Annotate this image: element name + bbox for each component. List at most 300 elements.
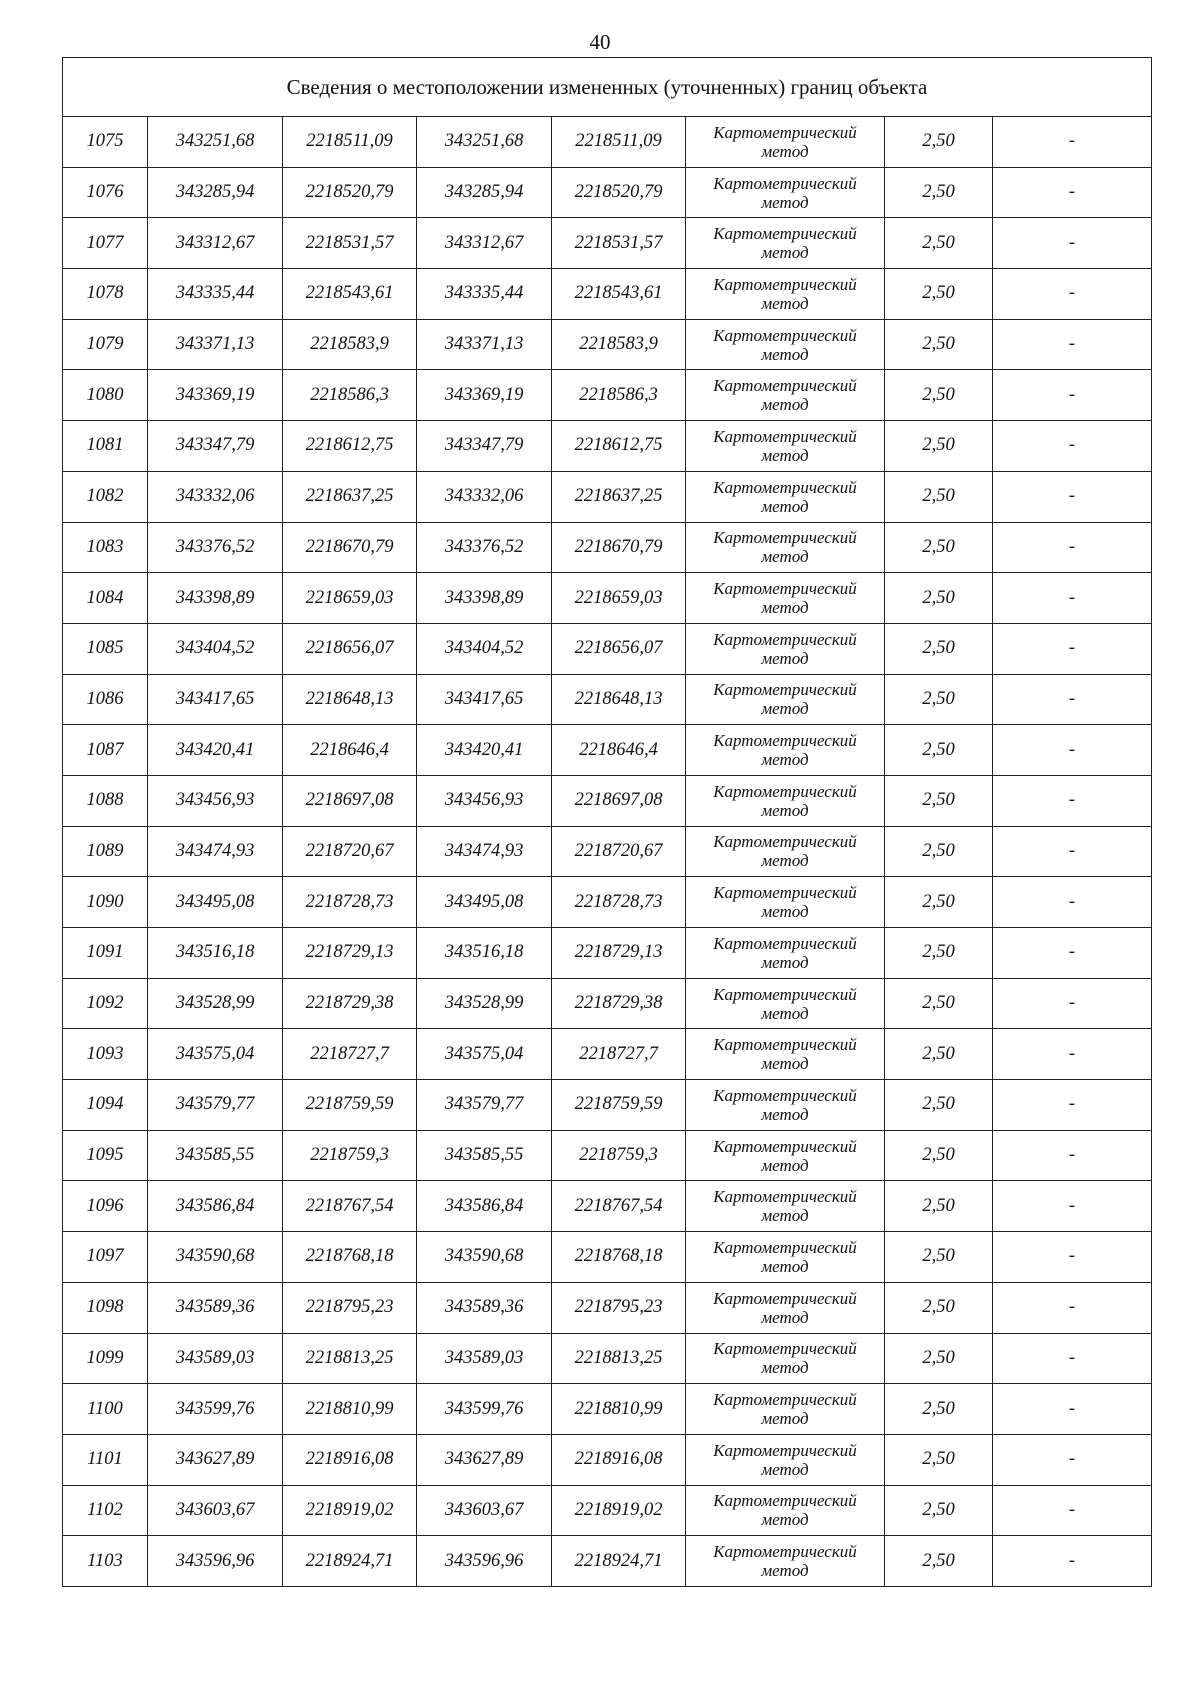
y-existing-cell: 2218720,67 [283,826,417,877]
note-cell: - [993,471,1152,522]
y-new-cell: 2218759,59 [552,1080,686,1131]
note-cell: - [993,1434,1152,1485]
note-cell: - [993,319,1152,370]
x-existing-cell: 343332,06 [148,471,283,522]
accuracy-cell: 2,50 [885,573,993,624]
accuracy-cell: 2,50 [885,167,993,218]
x-new-cell: 343586,84 [417,1181,552,1232]
method-line-1: Картометрический [713,1339,857,1359]
point-number-cell: 1101 [63,1434,148,1485]
x-new-cell: 343332,06 [417,471,552,522]
table-row [63,370,1152,421]
point-number-cell: 1086 [63,674,148,725]
y-new-cell: 2218795,23 [552,1282,686,1333]
y-new-cell: 2218729,38 [552,978,686,1029]
y-existing-cell: 2218659,03 [283,573,417,624]
method-line-2: метод [761,1256,809,1276]
x-existing-cell: 343474,93 [148,826,283,877]
y-existing-cell: 2218759,3 [283,1130,417,1181]
method-cell [686,1080,885,1131]
method-cell [686,1181,885,1232]
y-existing-cell: 2218924,71 [283,1536,417,1587]
y-existing-cell: 2218648,13 [283,674,417,725]
method-line-1: Картометрический [713,122,857,142]
method-cell [686,218,885,269]
accuracy-cell: 2,50 [885,1181,993,1232]
method-cell [686,826,885,877]
method-cell [686,725,885,776]
method-cell [686,1232,885,1283]
point-number-cell: 1079 [63,319,148,370]
y-new-cell: 2218659,03 [552,573,686,624]
method-line-2: метод [761,496,809,516]
y-new-cell: 2218729,13 [552,928,686,979]
table-row [63,1029,1152,1080]
method-cell [686,573,885,624]
y-new-cell: 2218767,54 [552,1181,686,1232]
method-line-2: метод [761,1054,809,1074]
method-cell [686,421,885,472]
y-new-cell: 2218612,75 [552,421,686,472]
point-number-cell: 1083 [63,522,148,573]
x-new-cell: 343335,44 [417,269,552,320]
point-number-cell: 1085 [63,623,148,674]
y-existing-cell: 2218813,25 [283,1333,417,1384]
y-new-cell: 2218520,79 [552,167,686,218]
table-caption: Сведения о местоположении измененных (уточненных) границ объекта [63,58,1152,117]
table-row [63,117,1152,168]
accuracy-cell: 2,50 [885,421,993,472]
y-existing-cell: 2218768,18 [283,1232,417,1283]
x-new-cell: 343579,77 [417,1080,552,1131]
x-new-cell: 343456,93 [417,775,552,826]
accuracy-cell: 2,50 [885,1130,993,1181]
method-line-2: метод [761,851,809,871]
point-number-cell: 1077 [63,218,148,269]
note-cell: - [993,725,1152,776]
note-cell: - [993,218,1152,269]
point-number-cell: 1103 [63,1536,148,1587]
x-new-cell: 343404,52 [417,623,552,674]
note-cell: - [993,1485,1152,1536]
table-body [63,58,1152,1587]
method-line-2: метод [761,141,809,161]
accuracy-cell: 2,50 [885,978,993,1029]
method-line-2: метод [761,1206,809,1226]
accuracy-cell: 2,50 [885,1282,993,1333]
method-cell [686,1333,885,1384]
method-line-1: Картометрический [713,731,857,751]
accuracy-cell: 2,50 [885,1536,993,1587]
y-existing-cell: 2218919,02 [283,1485,417,1536]
y-new-cell: 2218637,25 [552,471,686,522]
y-new-cell: 2218511,09 [552,117,686,168]
method-line-1: Картометрический [713,781,857,801]
point-number-cell: 1100 [63,1384,148,1435]
note-cell: - [993,1282,1152,1333]
method-cell [686,928,885,979]
method-line-1: Картометрический [713,1542,857,1562]
x-new-cell: 343516,18 [417,928,552,979]
table-row [63,1181,1152,1232]
table-row [63,573,1152,624]
y-existing-cell: 2218767,54 [283,1181,417,1232]
point-number-cell: 1081 [63,421,148,472]
y-existing-cell: 2218727,7 [283,1029,417,1080]
y-new-cell: 2218656,07 [552,623,686,674]
method-line-1: Картометрический [713,224,857,244]
note-cell: - [993,421,1152,472]
method-line-1: Картометрический [713,274,857,294]
y-existing-cell: 2218759,59 [283,1080,417,1131]
x-existing-cell: 343589,36 [148,1282,283,1333]
point-number-cell: 1080 [63,370,148,421]
method-cell [686,471,885,522]
table-row [63,1130,1152,1181]
method-cell [686,1384,885,1435]
method-line-2: метод [761,1307,809,1327]
note-cell: - [993,1080,1152,1131]
y-new-cell: 2218586,3 [552,370,686,421]
point-number-cell: 1082 [63,471,148,522]
accuracy-cell: 2,50 [885,269,993,320]
note-cell: - [993,1536,1152,1587]
x-new-cell: 343398,89 [417,573,552,624]
x-new-cell: 343589,36 [417,1282,552,1333]
y-existing-cell: 2218583,9 [283,319,417,370]
table-row [63,319,1152,370]
point-number-cell: 1090 [63,877,148,928]
method-line-2: метод [761,750,809,770]
point-number-cell: 1076 [63,167,148,218]
y-existing-cell: 2218670,79 [283,522,417,573]
y-new-cell: 2218543,61 [552,269,686,320]
x-existing-cell: 343495,08 [148,877,283,928]
y-new-cell: 2218728,73 [552,877,686,928]
accuracy-cell: 2,50 [885,370,993,421]
note-cell: - [993,1333,1152,1384]
x-new-cell: 343369,19 [417,370,552,421]
x-new-cell: 343495,08 [417,877,552,928]
table-row [63,167,1152,218]
y-new-cell: 2218759,3 [552,1130,686,1181]
table-row [63,269,1152,320]
point-number-cell: 1099 [63,1333,148,1384]
method-cell [686,370,885,421]
method-line-1: Картометрический [713,1136,857,1156]
y-existing-cell: 2218637,25 [283,471,417,522]
table-row [63,218,1152,269]
accuracy-cell: 2,50 [885,1080,993,1131]
point-number-cell: 1084 [63,573,148,624]
x-existing-cell: 343590,68 [148,1232,283,1283]
note-cell: - [993,1029,1152,1080]
method-line-2: метод [761,1561,809,1581]
table-row [63,1434,1152,1485]
y-new-cell: 2218810,99 [552,1384,686,1435]
method-line-1: Картометрический [713,883,857,903]
method-line-1: Картометрический [713,832,857,852]
method-cell [686,1434,885,1485]
y-existing-cell: 2218728,73 [283,877,417,928]
method-line-1: Картометрический [713,933,857,953]
x-existing-cell: 343398,89 [148,573,283,624]
method-line-2: метод [761,395,809,415]
table-row [63,1485,1152,1536]
accuracy-cell: 2,50 [885,471,993,522]
x-new-cell: 343474,93 [417,826,552,877]
note-cell: - [993,1384,1152,1435]
table-row [63,674,1152,725]
note-cell: - [993,775,1152,826]
accuracy-cell: 2,50 [885,1029,993,1080]
x-new-cell: 343585,55 [417,1130,552,1181]
y-new-cell: 2218646,4 [552,725,686,776]
y-existing-cell: 2218531,57 [283,218,417,269]
method-cell [686,1029,885,1080]
method-cell [686,1130,885,1181]
y-existing-cell: 2218916,08 [283,1434,417,1485]
method-cell [686,1282,885,1333]
method-line-1: Картометрический [713,984,857,1004]
method-line-2: метод [761,1155,809,1175]
note-cell: - [993,117,1152,168]
method-cell [686,319,885,370]
y-existing-cell: 2218729,13 [283,928,417,979]
y-new-cell: 2218919,02 [552,1485,686,1536]
accuracy-cell: 2,50 [885,1333,993,1384]
method-line-2: метод [761,1510,809,1530]
table-row [63,978,1152,1029]
x-existing-cell: 343579,77 [148,1080,283,1131]
y-new-cell: 2218583,9 [552,319,686,370]
note-cell: - [993,826,1152,877]
method-line-1: Картометрический [713,1491,857,1511]
method-line-1: Картометрический [713,1237,857,1257]
table-row [63,471,1152,522]
note-cell: - [993,674,1152,725]
y-existing-cell: 2218729,38 [283,978,417,1029]
note-cell: - [993,167,1152,218]
point-number-cell: 1096 [63,1181,148,1232]
point-number-cell: 1091 [63,928,148,979]
accuracy-cell: 2,50 [885,826,993,877]
note-cell: - [993,269,1152,320]
accuracy-cell: 2,50 [885,522,993,573]
y-new-cell: 2218697,08 [552,775,686,826]
table-row [63,928,1152,979]
method-line-2: метод [761,1003,809,1023]
x-new-cell: 343627,89 [417,1434,552,1485]
x-existing-cell: 343456,93 [148,775,283,826]
accuracy-cell: 2,50 [885,1232,993,1283]
x-new-cell: 343589,03 [417,1333,552,1384]
point-number-cell: 1093 [63,1029,148,1080]
accuracy-cell: 2,50 [885,218,993,269]
y-existing-cell: 2218543,61 [283,269,417,320]
y-new-cell: 2218648,13 [552,674,686,725]
table-row [63,725,1152,776]
x-existing-cell: 343251,68 [148,117,283,168]
method-cell [686,674,885,725]
table-row [63,1282,1152,1333]
method-line-2: метод [761,699,809,719]
y-new-cell: 2218531,57 [552,218,686,269]
x-new-cell: 343596,96 [417,1536,552,1587]
point-number-cell: 1098 [63,1282,148,1333]
accuracy-cell: 2,50 [885,1434,993,1485]
method-line-1: Картометрический [713,1288,857,1308]
point-number-cell: 1094 [63,1080,148,1131]
point-number-cell: 1088 [63,775,148,826]
y-new-cell: 2218813,25 [552,1333,686,1384]
note-cell: - [993,1232,1152,1283]
method-cell [686,623,885,674]
method-line-1: Картометрический [713,629,857,649]
method-line-1: Картометрический [713,680,857,700]
x-new-cell: 343599,76 [417,1384,552,1435]
method-line-2: метод [761,952,809,972]
accuracy-cell: 2,50 [885,775,993,826]
x-existing-cell: 343312,67 [148,218,283,269]
y-new-cell: 2218924,71 [552,1536,686,1587]
method-line-1: Картометрический [713,477,857,497]
x-existing-cell: 343596,96 [148,1536,283,1587]
accuracy-cell: 2,50 [885,877,993,928]
method-cell [686,269,885,320]
method-line-2: метод [761,445,809,465]
method-line-1: Картометрический [713,528,857,548]
x-existing-cell: 343599,76 [148,1384,283,1435]
x-existing-cell: 343586,84 [148,1181,283,1232]
method-line-2: метод [761,192,809,212]
note-cell: - [993,1181,1152,1232]
method-line-1: Картометрический [713,1085,857,1105]
point-number-cell: 1102 [63,1485,148,1536]
method-line-1: Картометрический [713,1390,857,1410]
x-existing-cell: 343285,94 [148,167,283,218]
method-cell [686,522,885,573]
table-row [63,775,1152,826]
note-cell: - [993,623,1152,674]
accuracy-cell: 2,50 [885,725,993,776]
table-row [63,1333,1152,1384]
x-existing-cell: 343575,04 [148,1029,283,1080]
accuracy-cell: 2,50 [885,117,993,168]
y-existing-cell: 2218646,4 [283,725,417,776]
x-new-cell: 343590,68 [417,1232,552,1283]
method-line-2: метод [761,902,809,922]
note-cell: - [993,522,1152,573]
table-row [63,1080,1152,1131]
method-cell [686,117,885,168]
table-row [63,421,1152,472]
method-line-1: Картометрический [713,579,857,599]
accuracy-cell: 2,50 [885,319,993,370]
y-existing-cell: 2218511,09 [283,117,417,168]
y-existing-cell: 2218697,08 [283,775,417,826]
method-line-1: Картометрический [713,1187,857,1207]
x-existing-cell: 343420,41 [148,725,283,776]
accuracy-cell: 2,50 [885,1485,993,1536]
table-row [63,1536,1152,1587]
note-cell: - [993,1130,1152,1181]
method-cell [686,1536,885,1587]
x-existing-cell: 343376,52 [148,522,283,573]
point-number-cell: 1078 [63,269,148,320]
y-new-cell: 2218727,7 [552,1029,686,1080]
accuracy-cell: 2,50 [885,1384,993,1435]
x-new-cell: 343347,79 [417,421,552,472]
x-new-cell: 343575,04 [417,1029,552,1080]
note-cell: - [993,573,1152,624]
table-row [63,826,1152,877]
x-existing-cell: 343627,89 [148,1434,283,1485]
method-cell [686,775,885,826]
y-existing-cell: 2218612,75 [283,421,417,472]
x-existing-cell: 343516,18 [148,928,283,979]
x-existing-cell: 343371,13 [148,319,283,370]
boundary-coordinates-table [62,57,1152,1587]
point-number-cell: 1075 [63,117,148,168]
method-line-2: метод [761,547,809,567]
x-new-cell: 343420,41 [417,725,552,776]
x-existing-cell: 343589,03 [148,1333,283,1384]
x-existing-cell: 343347,79 [148,421,283,472]
y-existing-cell: 2218520,79 [283,167,417,218]
method-line-2: метод [761,800,809,820]
x-new-cell: 343376,52 [417,522,552,573]
y-existing-cell: 2218795,23 [283,1282,417,1333]
caption-row [63,58,1152,117]
method-line-1: Картометрический [713,426,857,446]
x-existing-cell: 343404,52 [148,623,283,674]
accuracy-cell: 2,50 [885,623,993,674]
page-number: 40 [589,30,611,54]
x-new-cell: 343312,67 [417,218,552,269]
method-line-2: метод [761,344,809,364]
note-cell: - [993,877,1152,928]
note-cell: - [993,370,1152,421]
point-number-cell: 1097 [63,1232,148,1283]
accuracy-cell: 2,50 [885,928,993,979]
method-line-1: Картометрический [713,173,857,193]
point-number-cell: 1087 [63,725,148,776]
method-line-2: метод [761,648,809,668]
point-number-cell: 1092 [63,978,148,1029]
table-row [63,522,1152,573]
table-row [63,877,1152,928]
x-new-cell: 343528,99 [417,978,552,1029]
y-new-cell: 2218720,67 [552,826,686,877]
x-existing-cell: 343335,44 [148,269,283,320]
y-new-cell: 2218670,79 [552,522,686,573]
note-cell: - [993,928,1152,979]
x-new-cell: 343603,67 [417,1485,552,1536]
y-new-cell: 2218916,08 [552,1434,686,1485]
x-existing-cell: 343417,65 [148,674,283,725]
x-new-cell: 343371,13 [417,319,552,370]
method-line-2: метод [761,598,809,618]
y-existing-cell: 2218656,07 [283,623,417,674]
method-line-2: метод [761,1104,809,1124]
method-line-1: Картометрический [713,1440,857,1460]
y-new-cell: 2218768,18 [552,1232,686,1283]
method-line-1: Картометрический [713,1035,857,1055]
y-existing-cell: 2218810,99 [283,1384,417,1435]
x-new-cell: 343417,65 [417,674,552,725]
method-cell [686,877,885,928]
